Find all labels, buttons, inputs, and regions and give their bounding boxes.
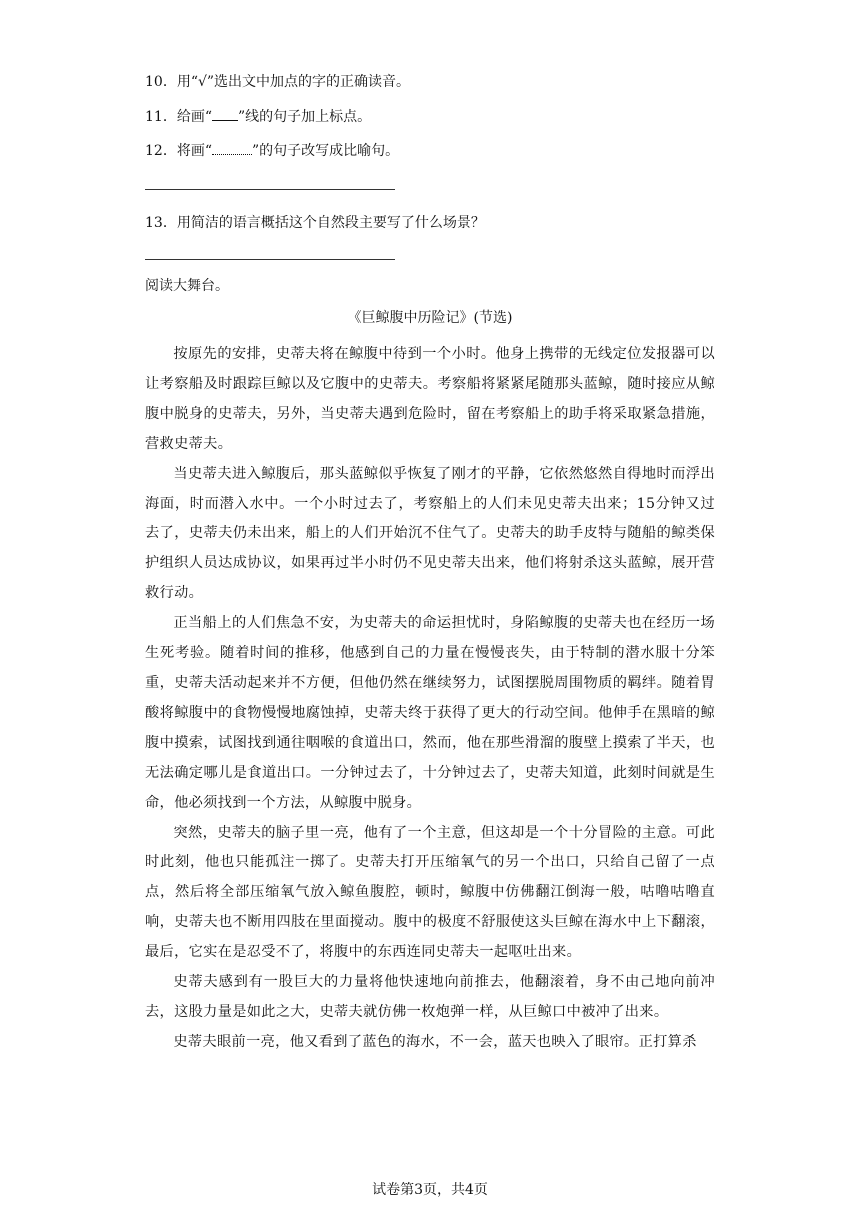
question-13: 13．用简洁的语言概括这个自然段主要写了什么场景？ — [145, 215, 485, 231]
article-paragraph: 史蒂夫感到有一股巨大的力量将他快速地向前推去，他翻滚着，身不由己地向前冲去，这股力量是如此之大，史蒂夫就仿佛一枚炮弹一样，从巨鲸口中被冲了出来。 — [145, 974, 715, 1020]
question-10: 10．用“√”选出文中加点的字的正确读音。 — [145, 74, 411, 90]
page-footer: 试卷第3页，共4页 — [372, 1182, 488, 1198]
question-12 — [145, 141, 399, 161]
article-paragraph: 按原先的安排，史蒂夫将在鲸腹中待到一个小时。他身上携带的无线定位发报器可以让考察船及时跟踪巨鲸以及它腹中的史蒂夫。考察船将紧紧尾随那头蓝鲸，随时接应从鲸腹中脱身的史蒂夫，另外，当史蒂夫遇到危险时，留在考察船上的助手将采取紧急措施，营救史蒂夫。 — [145, 346, 715, 452]
article-paragraph: 史蒂夫眼前一亮，他又看到了蓝色的海水，不一会，蓝天也映入了眼帘。正打算杀 — [173, 1033, 697, 1050]
question-12-text-end: ”的句子改写成比喻句。 — [251, 143, 400, 159]
article-paragraph: 突然，史蒂夫的脑子里一亮，他有了一个主意，但这却是一个十分冒险的主意。可此时此刻，他也只能孤注一掷了。史蒂夫打开压缩氧气的另一个出口，只给自己留了一点点，然后将全部压缩氧气放入鲸鱼腹腔，顿时，鲸腹中仿佛翻江倒海一般，咕噜咕噜直响，史蒂夫也不断用四肢在里面搅动。腹中的极度不舒服使这头巨鲸在海水中上下翻滚，最后，它实在是忍受不了，将腹中的东西连同史蒂夫一起呕吐出来。 — [145, 824, 715, 961]
question-11 — [145, 107, 371, 127]
article-title: 《巨鲸腹中历险记》(节选) — [347, 310, 513, 326]
article-paragraph: 正当船上的人们焦急不安，为史蒂夫的命运担忧时，身陷鲸腹的史蒂夫也在经历一场生死考验。随着时间的推移，他感到自己的力量在慢慢丧失，由于特制的潜水服十分笨重，史蒂夫活动起来并不方便，但他仍然在继续努力，试图摆脱周围物质的羁绊。随着胃酸将鲸腹中的食物慢慢地腐蚀掉，史蒂夫终于获得了更大的行动空间。他伸手在黑暗的鲸腹中摸索，试图找到通往咽喉的食道出口，然而，他在那些滑溜的腹壁上摸索了半天，也无法确定哪儿是食道出口。一分钟过去了，十分钟过去了，史蒂夫知道，此刻时间就是生命，他必须找到一个方法，从鲸腹中脱身。 — [145, 615, 715, 811]
article-paragraph: 当史蒂夫进入鲸腹后，那头蓝鲸似乎恢复了刚才的平静，它依然悠然自得地时而浮出海面，时而潜入水中。一个小时过去了，考察船上的人们未见史蒂夫出来；15分钟又过去了，史蒂夫仍未出来，船上的人们开始沉不住气了。史蒂夫的助手皮特与随船的鲸类保护组织人员达成协议，如果再过半小时仍不见史蒂夫出来，他们将射杀这头蓝鲸，展开营救行动。 — [145, 465, 715, 602]
solid-underline-mark — [212, 108, 238, 121]
answer-line-12[interactable] — [145, 189, 395, 190]
wavy-underline-mark — [212, 142, 252, 155]
question-12-text-start: 12．将画“ — [145, 143, 212, 159]
answer-line-13[interactable] — [145, 259, 395, 260]
question-11-text-end: ”线的句子加上标点。 — [237, 109, 372, 125]
question-11-text-start: 11．给画“ — [145, 109, 212, 125]
article-body — [145, 340, 715, 1058]
section-heading: 阅读大舞台。 — [145, 278, 229, 294]
